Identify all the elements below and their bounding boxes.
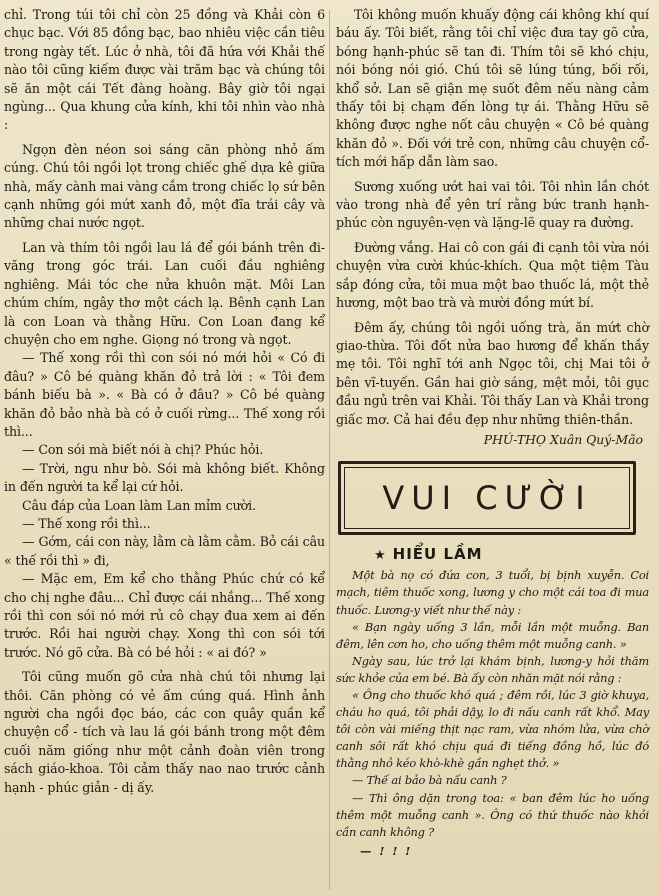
story-paragraph: Đêm ấy, chúng tôi ngồi uống trà, ăn mứt chờ giao-thừa. Tôi đốt nửa bao hương để khấn thầy mẹ tôi. Tôi nghĩ tới anh Ngọc tôi, chị Mai tôi ở bên vĩ-tuyến. Gần hai giờ sáng, mệt mỏi, tôi gục đầu ngủ trên vai Khải. Tôi thấy Lan và Khải trong giấc mơ. Cả hai đều đẹp như những thiên-thần.	[336, 319, 649, 427]
story-paragraph: Sương xuống ướt hai vai tôi. Tôi nhìn lần chót vào trong nhà để yên trí rằng bức tranh hạnh-phúc còn nguyên-vẹn và lặng-lẽ quay ra đường.	[336, 178, 649, 231]
joke-paragraph: — Thế ai bảo bà nấu canh ?	[352, 773, 507, 788]
story-paragraph: Ngọn đèn néon soi sáng căn phòng nhỏ ấm cúng. Chú tôi ngồi lọt trong chiếc ghế dựa kê giữa nhà, mấy cành mai vàng cắm trong chiếc lọ sứ bên cạnh những gói mứt xanh đỏ, một đĩa trái cây và những chai nước ngọt.	[4, 141, 325, 231]
story-right-column	[336, 6, 649, 860]
story-dialogue: — Thế xong rồi thì con sói nó mới hỏi « Có đi đâu? » Cô bé quàng khăn đỏ trả lời : « Tôi đem bánh biếu bà ». « Bà có ở đâu? » Cô bé quàng khăn đỏ bảo nhà bà có ở cuối rừng... Thế xong rồi thì...	[4, 350, 325, 439]
column-divider	[329, 10, 330, 890]
joke-paragraph: — Thì ông dặn trong toa: « ban đêm lúc ho uống thêm một muỗng canh ». Ông có thứ thuốc nào khỏi cần canh không ?	[336, 790, 649, 839]
story-paragraph: Lan và thím tôi ngồi lau lá để gói bánh trên đi-văng trong góc trái. Lan cuối đầu nghiêng nghiêng. Mái tóc che nửa khuôn mặt. Môi Lan chúm chím, ngây thơ một cách lạ. Bênh cạnh Lan là con Loan và thằng Hữu. Con Loan đang kể chuyện cho em nghe. Giọng nó trong và ngọt.	[4, 239, 325, 347]
joke-paragraph: « Ông cho thuốc khó quá ; đêm rồi, lúc 3 giờ khuya, cháu ho quá, tôi phải dậy, lo đi nấu canh rất khổ. May tôi còn vài miếng thịt nạc ram, vừa nhóm lửa, vừa chờ canh sôi rất khó chịu quá đi tiếng đồng hồ, lúc đó thằng nhỏ kéo khò-khè gần nghẹt thở. »	[336, 688, 649, 771]
humor-section-title: VUI CƯỜI	[382, 479, 592, 518]
joke-paragraph: Ngày sau, lúc trở lại khám bịnh, lương-y hỏi thăm sức khỏe của em bé. Bà ấy còn nhăn mặt nói rằng :	[336, 653, 649, 685]
joke-title: HIỂU LẦM	[392, 545, 483, 564]
story-paragraph: Tôi cũng muốn gõ cửa nhà chú tôi nhưng lại thôi. Căn phòng có vẻ ấm cúng quá. Hình ảnh người cha ngồi đọc báo, các con quây quần kể chuyện cổ - tích và lau lá gói bánh trong một đêm cuối năm giống như một cảnh đoàn viên trong sách giáo-khoa. Tôi cảm thấy nao nao trước cảnh hạnh - phúc giản - dị ấy.	[4, 669, 325, 795]
story-paragraph: Câu đáp của Loan làm Lan mỉm cười.	[22, 497, 256, 513]
story-dialogue: — Mặc em, Em kể cho thằng Phúc chứ có kể cho chị nghe đâu... Chỉ được cái nhắng... Thế xong rồi thì con sói nó mới rủ cô chạy đua xem ai đến trước. Rồi hai người chạy. Xong thì con sói tới trước. Nó gõ cửa. Bà có bé hỏi : « ai đó? »	[4, 571, 325, 660]
humor-section-banner	[338, 461, 636, 535]
story-paragraph: Tôi không muốn khuấy động cái không khí quí báu ấy. Tôi biết, rằng tôi chỉ việc đưa tay gõ cửa, bóng hạnh-phúc sẽ tan đi. Thím tôi sẽ khó chịu, nói bóng nói gió. Chú tôi sẽ lúng túng, bối rối, khổ sở. Lan sẽ giận mẹ suốt đêm nếu nàng cảm thấy tôi bị chạm đến lòng tự ái. Thằng Hữu sẽ không được nghe nốt câu chuyện « Cô bé quàng khăn đỏ ». Đối với trẻ con, những câu chuyện cổ-tích mới hấp dẫn làm sao.	[336, 7, 649, 170]
story-paragraph: chỉ. Trong túi tôi chỉ còn 25 đồng và Khải còn 6 chục bạc. Với 85 đồng bạc, bao nhiêu việc cần tiêu trong ngày tết. Lúc ở nhà, tôi đã hứa với Khải thế nào tôi cũng kiếm được vài trăm bạc và chúng tôi sẽ ăn một cái Tết đàng hoàng. Bây giờ tôi ngại ngùng... Qua khung cửa kính, khi tôi nhìn vào nhà :	[4, 7, 325, 133]
joke-ending: — ! ! !	[360, 843, 413, 858]
joke-heading	[374, 545, 649, 563]
author-signature: PHÚ-THỌ Xuân Quý-Mão	[483, 431, 643, 447]
joke-paragraph: Một bà nọ có đứa con, 3 tuổi, bị bịnh xuyễn. Coi mạch, tiêm thuốc xong, lương y cho một cái toa đi mua thuốc. Lương-y viết như thế này :	[336, 568, 649, 617]
joke-paragraph: « Bạn ngày uống 3 lần, mỗi lần một muỗng. Ban đêm, lên cơn ho, cho uống thêm một muỗng canh. »	[336, 619, 649, 651]
story-paragraph: Đường vắng. Hai cô con gái đi cạnh tôi vừa nói chuyện vừa cười khúc-khích. Qua một tiệm Tàu sắp đóng cửa, tôi mua một bao thuốc lá, một thẻ hương, một bao trà và mười đồng mứt bí.	[336, 239, 649, 311]
story-left-column	[4, 6, 325, 797]
story-dialogue: — Trời, ngu như bò. Sói mà không biết. Không in đến người ta kể lại cứ hỏi.	[4, 460, 325, 495]
story-dialogue: — Con sói mà biết nói à chị? Phúc hỏi.	[22, 442, 264, 458]
story-dialogue: — Gớm, cái con này, lằm cà lằm cằm. Bỏ cái câu « thế rồi thì » đi,	[4, 534, 325, 568]
story-dialogue: — Thế xong rồi thì...	[22, 515, 151, 531]
joke-body	[336, 567, 649, 860]
star-icon: ★	[374, 548, 387, 564]
